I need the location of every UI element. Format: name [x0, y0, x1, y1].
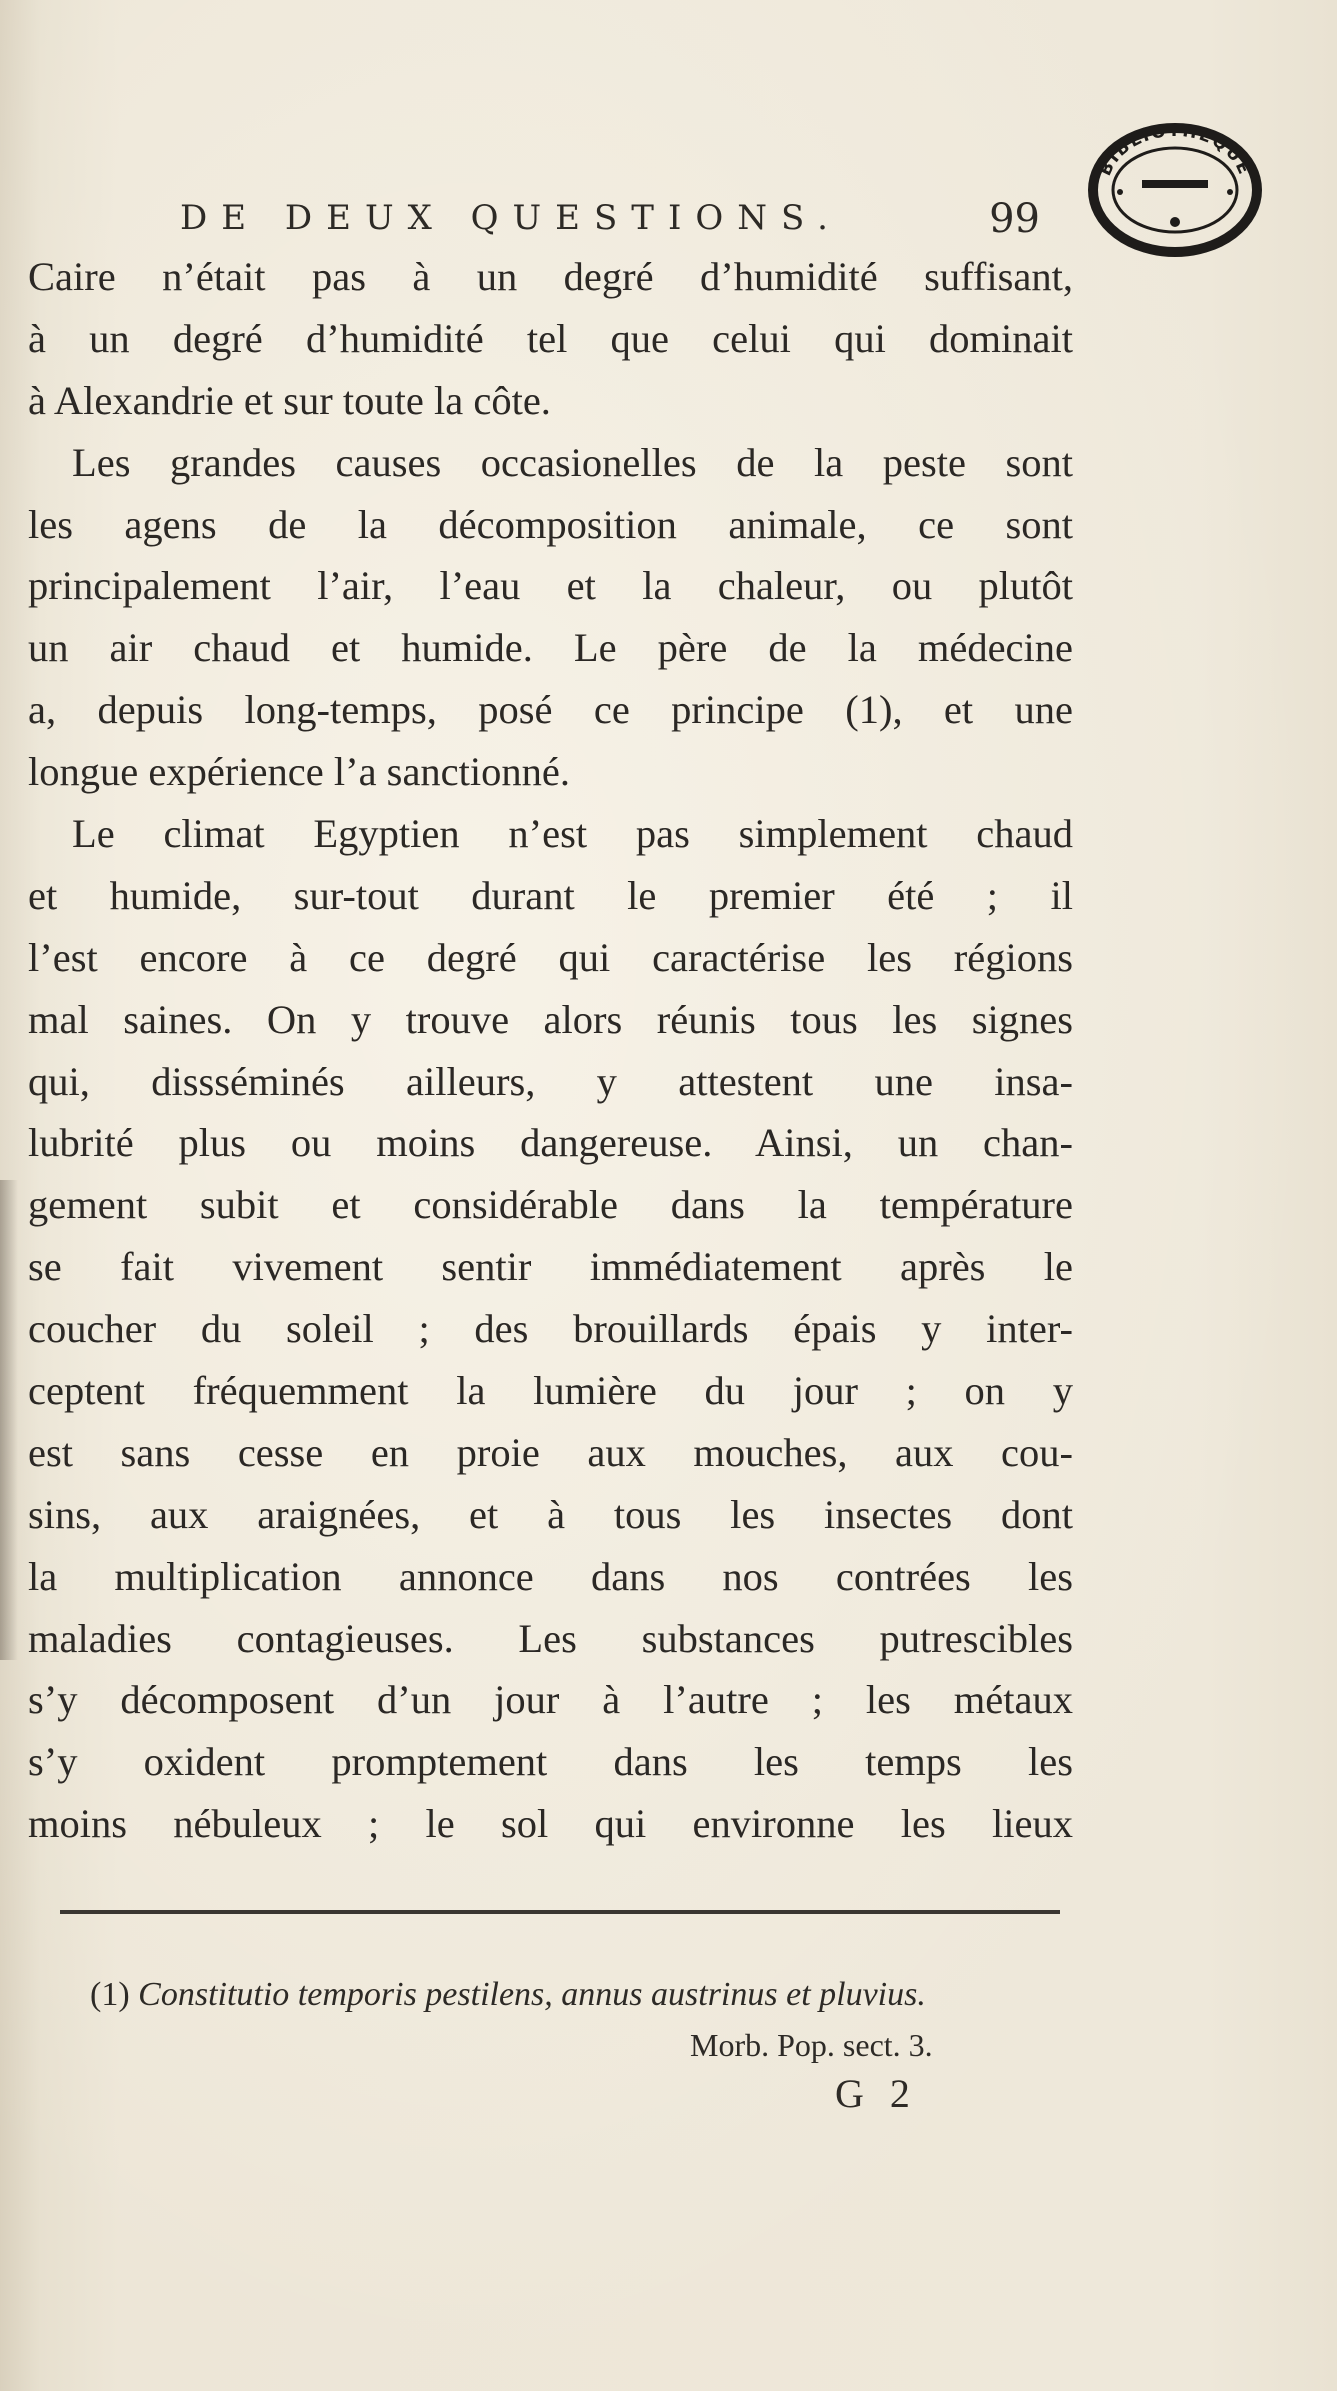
- footnote-quote: Constitutio temporis pestilens, annus austrinus et pluvius.: [138, 1976, 926, 2013]
- text-line: à Alexandrie et sur toute la côte.: [28, 377, 551, 423]
- text-line: se fait vivement sentir immédiatement après le: [28, 1244, 1073, 1290]
- binding-shadow: [0, 1180, 18, 1660]
- text-line: maladies contagieuses. Les substances putrescibles: [28, 1615, 1073, 1661]
- text-line: s’y oxident promptement dans les temps les: [28, 1739, 1073, 1785]
- text-line: et humide, sur-tout durant le premier été ; il: [28, 872, 1073, 918]
- text-line: moins nébuleux ; le sol qui environne les lieux: [28, 1801, 1073, 1847]
- body-text: [28, 246, 1073, 1855]
- text-line: a, depuis long-temps, posé ce principe (1), et une: [28, 687, 1073, 733]
- stamp-text: BIBLIOTHEQUE: [1095, 121, 1255, 179]
- footnote-marker: (1): [90, 1976, 130, 2013]
- footnote-quote-line: [90, 1970, 1090, 2020]
- text-line: lubrité plus ou moins dangereuse. Ainsi, un chan-: [28, 1120, 1073, 1166]
- text-line: longue expérience l’a sanctionné.: [28, 749, 571, 795]
- text-line: gement subit et considérable dans la température: [28, 1182, 1073, 1228]
- text-line: principalement l’air, l’eau et la chaleur, ou plutôt: [28, 563, 1073, 609]
- text-line: les agens de la décomposition animale, ce sont: [28, 501, 1073, 547]
- text-line: ceptent fréquemment la lumière du jour ; on y: [28, 1368, 1073, 1414]
- text-line: l’est encore à ce degré qui caractérise les régions: [28, 934, 1073, 980]
- footnote-citation: Morb. Pop. sect. 3.: [690, 2027, 933, 2063]
- text-line: s’y décomposent d’un jour à l’autre ; les métaux: [28, 1677, 1073, 1723]
- text-line: à un degré d’humidité tel que celui qui dominait: [28, 315, 1073, 361]
- footnote: [90, 1970, 1090, 2070]
- signature-mark: G 2: [835, 2071, 918, 2116]
- page-number: 99: [989, 196, 1040, 242]
- text-line: un air chaud et humide. Le père de la médecine: [28, 625, 1073, 671]
- page-header: [180, 198, 1040, 248]
- text-line: est sans cesse en proie aux mouches, aux cou-: [28, 1429, 1073, 1475]
- text-line: qui, dissséminés ailleurs, y attestent une insa-: [28, 1058, 1073, 1104]
- text-line: la multiplication annonce dans nos contrées les: [28, 1553, 1073, 1599]
- text-line: Les grandes causes occasionelles de la peste sont: [72, 439, 1073, 485]
- library-stamp-icon: [1080, 110, 1270, 260]
- text-line: coucher du soleil ; des brouillards épais y inter-: [28, 1306, 1073, 1352]
- running-head: DE DEUX QUESTIONS.: [180, 198, 842, 238]
- text-line: mal saines. On y trouve alors réunis tous les signes: [28, 996, 1073, 1042]
- text-line: Le climat Egyptien n’est pas simplement chaud: [72, 811, 1073, 857]
- text-line: Caire n’était pas à un degré d’humidité suffisant,: [28, 254, 1073, 299]
- text-line: sins, aux araignées, et à tous les insectes dont: [28, 1491, 1073, 1537]
- footnote-rule: [60, 1910, 1060, 1914]
